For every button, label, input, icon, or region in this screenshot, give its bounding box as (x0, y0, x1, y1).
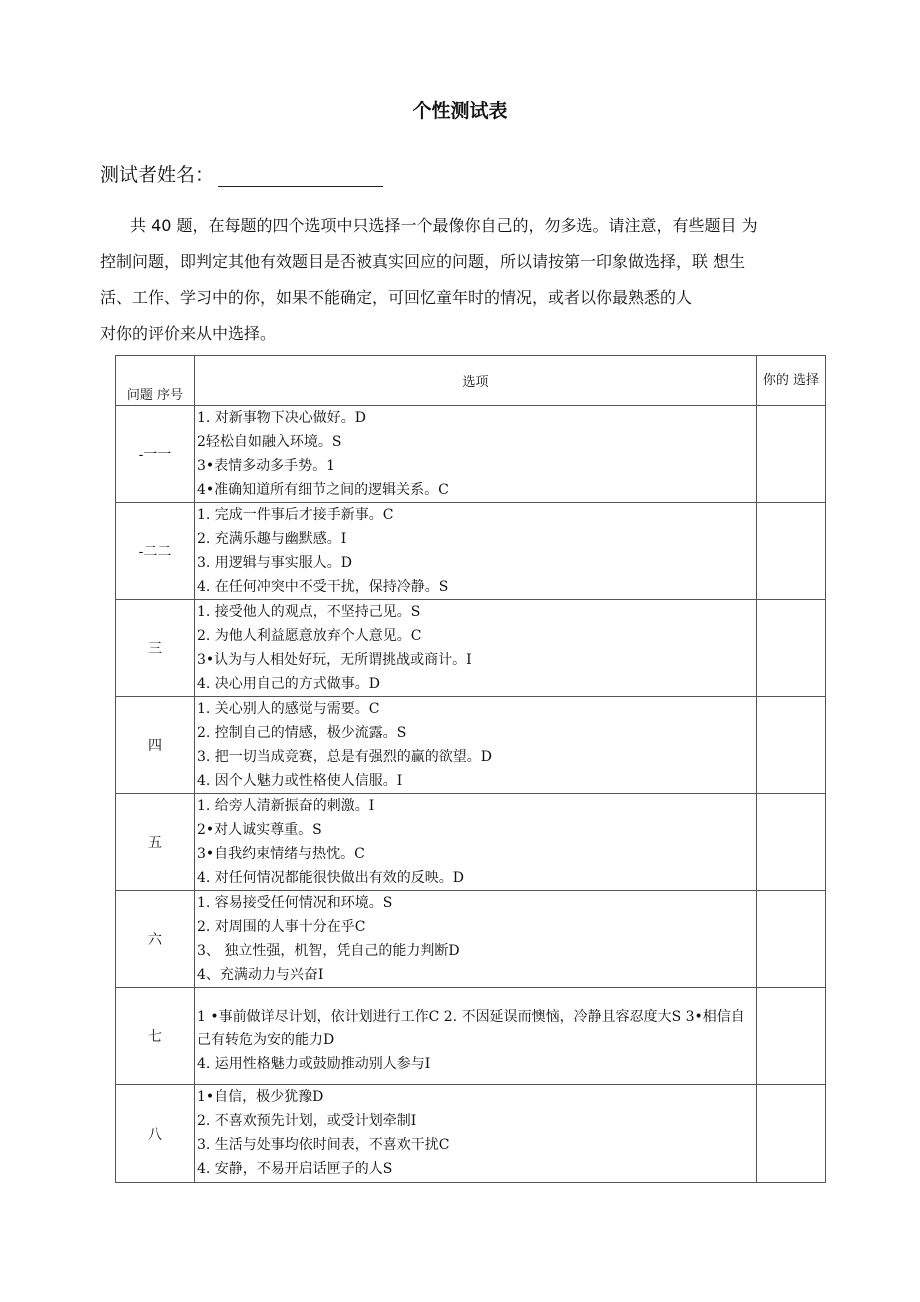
option-item: 4. 决心用自己的方式做事。D (197, 676, 381, 692)
option-item: 4•准确知道所有细节之间的逻辑关系。C (197, 482, 449, 498)
option-item: 4. 因个人魅力或性格使人信服。I (197, 773, 403, 789)
question-number: -二二 (116, 503, 195, 600)
option-item: 2轻松自如融入环境。S (197, 434, 342, 450)
page-title: 个性测试表 (412, 100, 508, 122)
table-row (116, 891, 826, 988)
table-row (116, 406, 826, 503)
option-item: 3•自我约束情绪与热忱。C (197, 846, 365, 862)
option-item: 2. 控制自己的情感，极少流露。S (197, 725, 407, 741)
option-item: 3. 生活与处事均依时间表，不喜欢干扰C (197, 1137, 450, 1153)
question-number: 五 (116, 794, 195, 891)
question-number: 六 (116, 891, 195, 988)
answer-cell[interactable] (757, 697, 826, 794)
option-item: 2. 为他人利益愿意放弃个人意见。C (197, 628, 422, 644)
question-options (195, 503, 757, 600)
personality-test-table (115, 355, 826, 1183)
option-item: 3. 用逻辑与事实服人。D (197, 555, 353, 571)
answer-cell[interactable] (757, 406, 826, 503)
option-item: 2. 不喜欢预先计划，或受计划牵制I (197, 1113, 417, 1129)
instruction-line: 对你的评价来从中选择。 (100, 324, 277, 343)
option-item: 4. 对任何情况都能很快做出有效的反映。D (197, 870, 465, 886)
option-item: 1•自信，极少犹豫D (197, 1089, 324, 1105)
header-your-choice: 你的 选择 (757, 356, 826, 406)
answer-cell[interactable] (757, 794, 826, 891)
header-options: 选项 (195, 356, 757, 406)
answer-cell[interactable] (757, 503, 826, 600)
option-item: 1. 接受他人的观点，不坚持己见。S (197, 604, 421, 620)
answer-cell[interactable] (757, 891, 826, 988)
table-row (116, 1085, 826, 1183)
option-item: 1. 完成一件事后才接手新事。C (197, 507, 394, 523)
option-item: 3. 把一切当成竞赛，总是有强烈的赢的欲望。D (197, 749, 493, 765)
option-item: 3•表情多动多手势。1 (197, 458, 336, 474)
option-item: 4. 在任何冲突中不受干扰，保持冷静。S (197, 579, 449, 595)
instruction-line: 控制问题，即判定其他有效题目是否被真实回应的问题，所以请按第一印象做选择，联 想生 (100, 252, 746, 271)
question-number: 三 (116, 600, 195, 697)
instruction-line: 活、工作、学习中的你，如果不能确定，可回忆童年时的情况，或者以你最熟悉的人 (100, 288, 693, 307)
table-row (116, 794, 826, 891)
question-number: 八 (116, 1085, 195, 1183)
option-item: 1. 对新事物下决心做好。D (197, 410, 367, 426)
question-options (195, 988, 757, 1085)
option-item: 2. 对周围的人事十分在乎C (197, 919, 366, 935)
table-row (116, 988, 826, 1085)
option-item: 1. 给旁人清新振奋的刺激。I (197, 798, 375, 814)
option-item: 3•认为与人相处好玩，无所谓挑战或商计。I (197, 652, 472, 668)
question-number: -一一 (116, 406, 195, 503)
option-item: 2•对人诚实尊重。S (197, 822, 322, 838)
tester-name-label: 测试者姓名： (100, 164, 215, 186)
answer-cell[interactable] (757, 1085, 826, 1183)
question-number: 四 (116, 697, 195, 794)
option-item: 2. 充满乐趣与幽默感。I (197, 531, 347, 547)
question-options (195, 891, 757, 988)
option-item: 1 •事前做详尽计划，依计划进行工作C 2. 不因延误而懊恼，冷静且容忍度大S 3•相信自己有转危为安的能力D (197, 1009, 745, 1048)
question-options (195, 1085, 757, 1183)
answer-cell[interactable] (757, 600, 826, 697)
header-question-number: 问题 序号 (116, 356, 195, 406)
table-row (116, 697, 826, 794)
table-row (116, 600, 826, 697)
question-number: 七 (116, 988, 195, 1085)
question-options (195, 794, 757, 891)
tester-name-field[interactable] (218, 168, 383, 187)
option-item: 4. 安静，不易开启话匣子的人S (197, 1161, 393, 1177)
table-header-row (116, 356, 826, 406)
table-row (116, 503, 826, 600)
question-options (195, 600, 757, 697)
option-item: 3、 独立性强，机智，凭自己的能力判断D (197, 943, 460, 959)
answer-cell[interactable] (757, 988, 826, 1085)
option-item: 4、充满动力与兴奋I (197, 967, 324, 983)
tester-name-row (100, 160, 383, 187)
option-item: 1. 关心别人的感觉与需要。C (197, 701, 380, 717)
question-options (195, 406, 757, 503)
instruction-line: 共 40 题，在每题的四个选项中只选择一个最像你自己的，勿多选。请注意，有些题目 为 (130, 216, 758, 235)
option-item: 1. 容易接受任何情况和环境。S (197, 895, 393, 911)
option-item: 4. 运用性格魅力或鼓励推动别人参与I (197, 1056, 431, 1072)
question-options (195, 697, 757, 794)
instructions (100, 208, 830, 352)
